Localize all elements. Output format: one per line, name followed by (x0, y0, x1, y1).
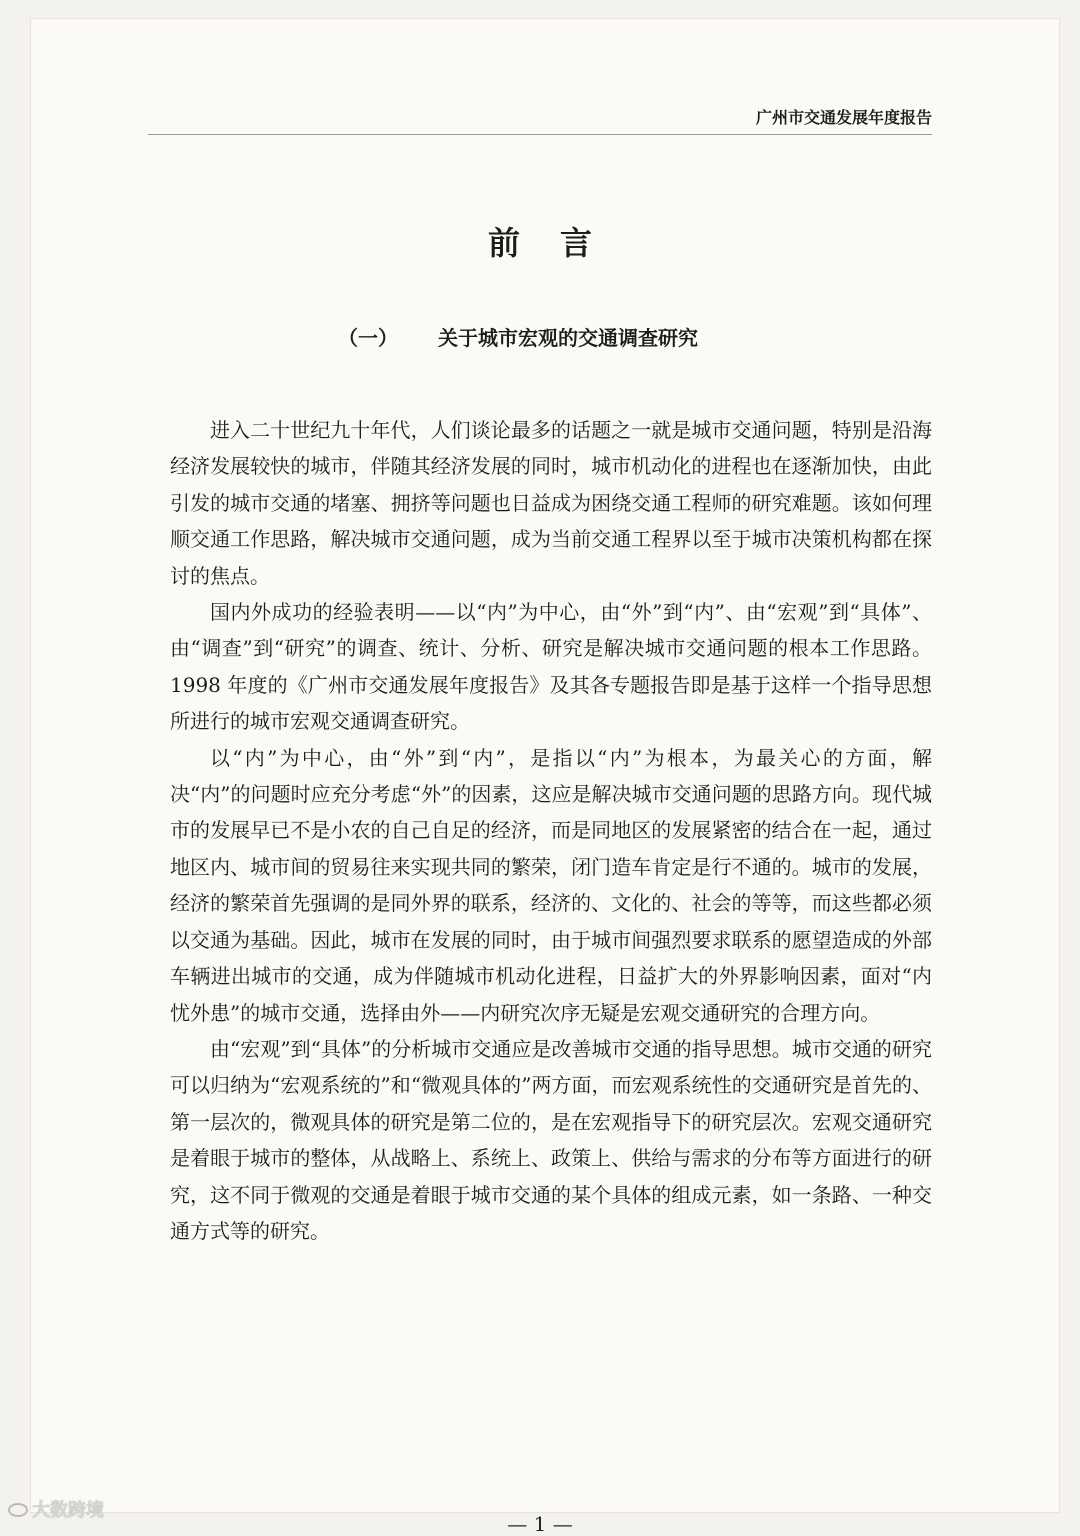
paragraph-1: 进入二十世纪九十年代，人们谈论最多的话题之一就是城市交通问题，特别是沿海经济发展较快的城市，伴随其经济发展的同时，城市机动化的进程也在逐渐加快，由此引发的城市交通的堵塞、拥挤等问题也日益成为困绕交通工程师的研究难题。该如何理顺交通工作思路，解决城市交通问题，成为当前交通工程界以至于城市决策机构都在探讨的焦点。 (170, 418, 932, 588)
watermark-logo-icon (8, 1503, 28, 1517)
watermark-text: 大数跨境 (32, 1500, 104, 1521)
body-text (170, 412, 932, 1249)
section-number: （一） (338, 326, 398, 350)
paragraph-4: 由“宏观”到“具体”的分析城市交通应是改善城市交通的指导思想。城市交通的研究可以归纳为“宏观系统的”和“微观具体的”两方面，而宏观系统性的交通研究是首先的、第一层次的，微观具体的研究是第二位的，是在宏观指导下的研究层次。宏观交通研究是着眼于城市的整体，从战略上、系统上、政策上、供给与需求的分布等方面进行的研究，这不同于微观的交通是着眼于城市交通的某个具体的组成元素，如一条路、一种交通方式等的研究。 (170, 1036, 932, 1243)
page-number: — 1 — (507, 1512, 573, 1536)
section-title: 关于城市宏观的交通调查研究 (438, 326, 698, 350)
section-heading (338, 322, 698, 351)
header-rule (148, 134, 932, 135)
paragraph-3: 以“内”为中心，由“外”到“内”，是指以“内”为根本，为最关心的方面，解决“内”的问题时应充分考虑“外”的因素，这应是解决城市交通问题的思路方向。现代城市的发展早已不是小农的自己自足的经济，而是同地区的发展紧密的结合在一起，通过地区内、城市间的贸易往来实现共同的繁荣，闭门造车肯定是行不通的。城市的发展，经济的繁荣首先强调的是同外界的联系，经济的、文化的、社会的等等，而这些都必须以交通为基础。因此，城市在发展的同时，由于城市间强烈要求联系的愿望造成的外部车辆进出城市的交通，成为伴随城市机动化进程，日益扩大的外界影响因素，面对“内忧外患”的城市交通，选择由外——内研究次序无疑是宏观交通研究的合理方向。 (170, 745, 932, 1025)
page-title: 前言 (487, 224, 632, 262)
running-header-title: 广州市交通发展年度报告 (755, 108, 932, 127)
watermark (8, 1496, 104, 1522)
paragraph-2: 国内外成功的经验表明——以“内”为中心，由“外”到“内”、由“宏观”到“具体”、由“调查”到“研究”的调查、统计、分析、研究是解决城市交通问题的根本工作思路。1998 年度的《广州市交通发展年度报告》及其各专题报告即是基于这样一个指导思想所进行的城市宏观交通调查研究。 (170, 600, 932, 734)
